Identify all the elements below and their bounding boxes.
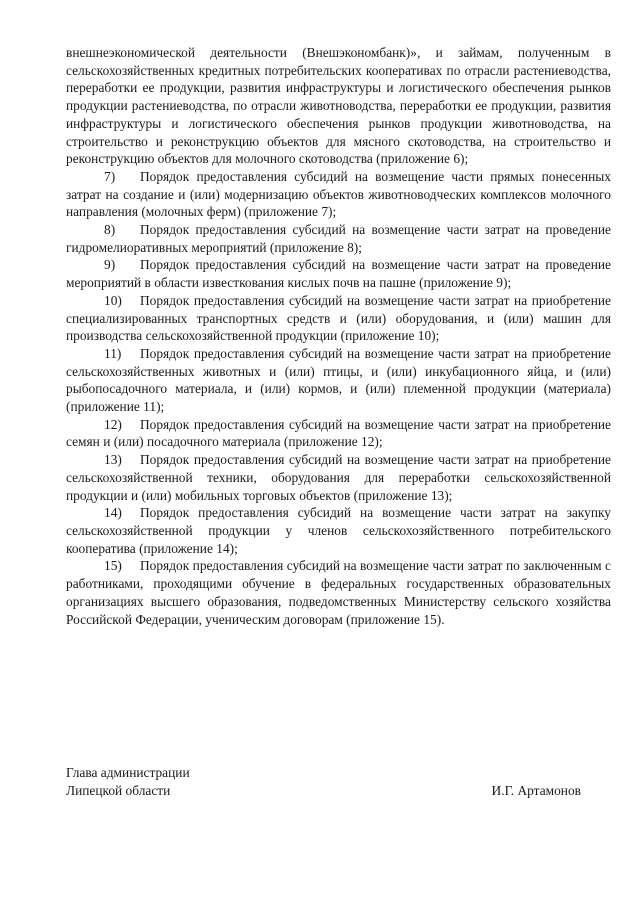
signature-block [66, 764, 581, 800]
item-number: 15) [104, 558, 122, 574]
list-item [66, 221, 611, 256]
list-item [66, 416, 611, 451]
document-body [66, 44, 611, 628]
list-item [66, 345, 611, 416]
item-text: Порядок предоставления субсидий на возмещение части затрат на приобретение сельскохозяйственной техники, оборудования для переработки сельскохозяйственной продукции и (или) мобильных торговых объектов (приложение 13); [66, 452, 611, 503]
list-item [66, 504, 611, 557]
intro-paragraph: внешнеэкономической деятельности (Внешэкономбанк)», и займам, полученным в сельскохозяйственных кредитных потребительских кооперативах по отрасли растениеводства, переработки ее продукции, развития инфраструктуры и логистического обеспечения рынков продукции растениеводства, по отрасли животноводства, переработки ее продукции, развития инфраструктуры и логистического обеспечения рынков продукции животноводства, на строительство и реконструкцию объектов для мясного скотоводства, на строительство и реконструкцию объектов для молочного скотоводства (приложение 6); [66, 45, 611, 167]
item-number: 9) [104, 257, 116, 273]
signature-position-line1: Глава администрации [66, 765, 190, 780]
item-number: 12) [104, 416, 122, 432]
list-item [66, 292, 611, 345]
item-number: 10) [104, 292, 122, 308]
item-text: Порядок предоставления субсидий на возмещение части затрат на закупку сельскохозяйственной продукции у членов сельскохозяйственного потребительского кооператива (приложение 14); [66, 505, 611, 556]
item-number: 7) [104, 168, 116, 184]
item-number: 11) [104, 345, 122, 361]
signatory-name: И.Г. Артамонов [491, 783, 581, 798]
item-number: 13) [104, 452, 122, 468]
signature-line [66, 782, 581, 800]
list-item [66, 168, 611, 221]
item-number: 14) [104, 505, 122, 521]
item-number: 8) [104, 222, 116, 238]
item-text: Порядок предоставления субсидий на возмещение части затрат на проведение мероприятий в области известкования кислых почв на пашне (приложение 9); [66, 257, 611, 291]
signature-position-line2: Липецкой области [66, 783, 171, 798]
item-text: Порядок предоставления субсидий на возмещение части затрат на приобретение семян и (или) посадочного материала (приложение 12); [66, 416, 611, 450]
list-item [66, 557, 611, 628]
item-text: Порядок предоставления субсидий на возмещение части затрат на проведение гидромелиоративных мероприятий (приложение 8); [66, 222, 611, 255]
item-text: Порядок предоставления субсидий на возмещение части прямых понесенных затрат на создание и (или) модернизацию объектов животноводческих комплексов молочного направления (молочных ферм) (приложение 7); [66, 168, 611, 220]
item-text: Порядок предоставления субсидий на возмещение части затрат на приобретение специализированных транспортных средств и (или) оборудования, и (или) машин для производства сельскохозяйственной продукции (приложение 10); [66, 292, 611, 344]
item-text: Порядок предоставления субсидий на возмещение части затрат на приобретение сельскохозяйственных животных и (или) птицы, и (или) инкубационного яйца, и (или) рыбопосадочного материала, и (или) кормов, и (или) племенной продукции (материала) (приложение 11); [66, 345, 611, 415]
item-text: Порядок предоставления субсидий на возмещение части затрат по заключенным с работниками, проходящими обучение в федеральных государственных образовательных организациях высшего образования, подведомственных Министерству сельского хозяйства Российской Федерации, ученическим договорам (приложение 15). [66, 558, 611, 627]
list-item [66, 451, 611, 504]
list-item [66, 256, 611, 291]
